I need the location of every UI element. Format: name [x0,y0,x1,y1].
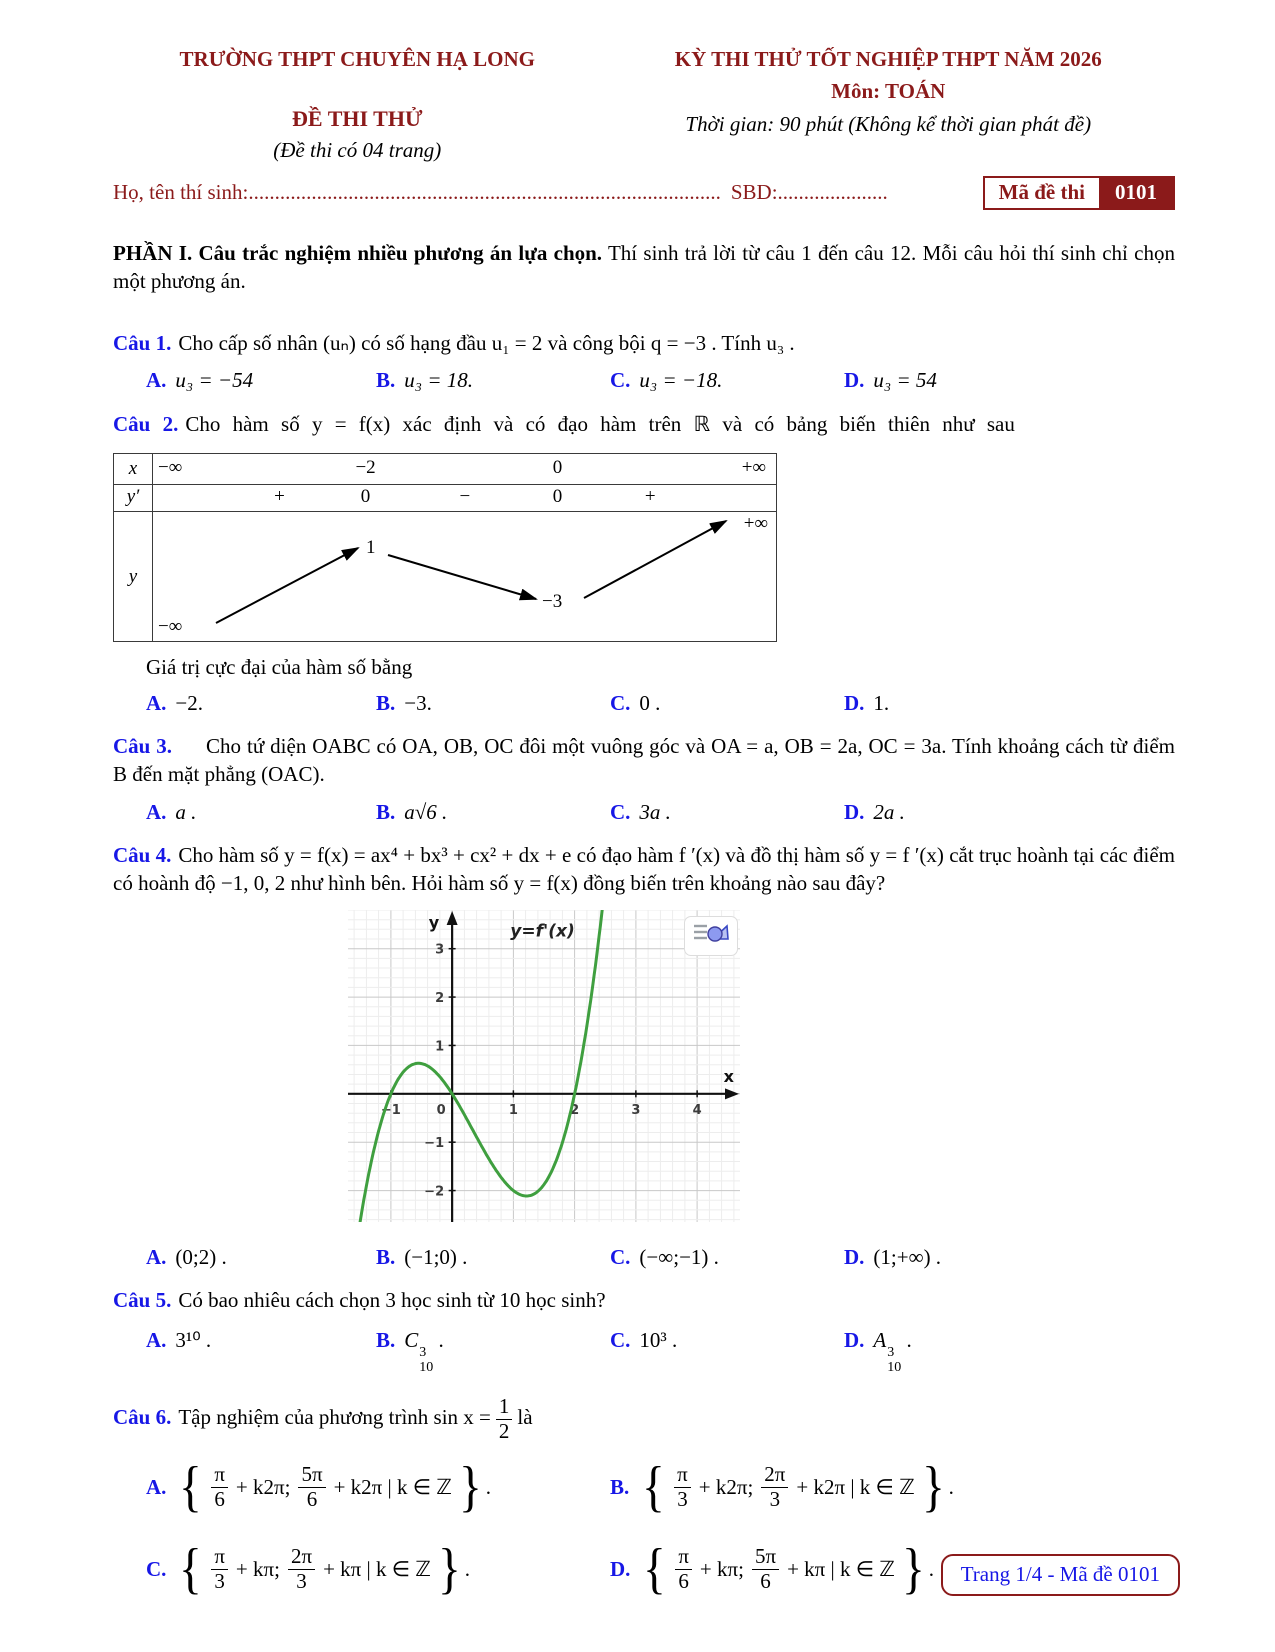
superscript: 3 [887,1344,895,1360]
stacked-scripts [887,1346,901,1375]
fraction-numerator: 2π [761,1463,788,1488]
bbt-y-min: −3 [542,590,563,612]
q1-option-d [844,367,1175,395]
option-text: a√6 . [404,799,448,824]
option-text: u₃ = 18. [404,368,473,393]
q3-option-c [610,799,844,827]
menu-lines-icon [694,926,707,938]
option-text: + kπ; [699,1556,744,1581]
bbt-arrow-up-1 [216,548,358,623]
option-letter: D. [610,1556,631,1581]
header-right-column [602,46,1175,164]
option-letter: D. [844,368,865,393]
exam-code-label: Mã đề thi [985,178,1099,208]
q5-option-b [376,1327,610,1375]
geogebra-style-icon [692,920,730,944]
question-5-options [113,1327,1175,1375]
fraction-denominator: 3 [214,1568,225,1593]
option-letter: A. [146,1244,167,1269]
option-letter: C. [610,799,631,824]
fraction-numerator: π [675,1545,692,1570]
close-brace: } [458,1456,482,1519]
option-text: a . [175,799,197,824]
svg-text:y: y [428,912,440,932]
option-tail: . [433,1327,444,1352]
candidate-name-dots: .......................................................................................... [248,180,721,205]
svg-text:2: 2 [570,1102,580,1118]
close-brace: } [921,1456,945,1519]
option-text: + kπ | k ∈ ℤ [787,1556,895,1581]
q3-option-a [146,799,376,827]
q6-option-b [610,1449,1175,1525]
svg-text:2: 2 [435,990,445,1006]
question-4-options [113,1244,1175,1272]
sbd-dots: ..................... [777,180,888,205]
fraction-denominator: 3 [677,1486,688,1511]
q2-option-b [376,690,610,718]
question-2-options [113,690,1175,718]
question-5-number: Câu 5. [113,1288,172,1313]
svg-text:x: x [723,1066,734,1086]
option-letter: B. [610,1474,630,1499]
fraction [298,1463,325,1511]
svg-text:−2: −2 [424,1184,445,1200]
option-text: 2a . [873,799,905,824]
fraction-denominator: 6 [214,1486,225,1511]
question-3 [113,733,1175,788]
subscript: 10 [419,1359,434,1375]
exam-code-box [983,176,1175,210]
option-tail: . [901,1327,912,1352]
exam-subject: Môn: TOÁN [831,78,946,103]
fraction-denominator: 3 [296,1568,307,1593]
part1-heading-bold: PHẦN I. Câu trắc nghiệm nhiều phương án lựa chọn. [113,241,603,266]
fraction-numerator: π [674,1463,691,1488]
fraction-numerator: π [211,1545,228,1570]
exam-header [113,46,1175,164]
q1-option-a [146,367,376,395]
derivative-graph-svg [348,910,740,1222]
option-tail: . [928,1556,935,1581]
bbt-arrow-down [388,555,536,599]
option-text: −3. [404,690,432,715]
bbt-yprime-label: y′ [126,485,140,507]
candidate-name-label: Họ, tên thí sinh: [113,180,249,205]
option-letter: C. [146,1556,167,1581]
question-3-options [113,799,1175,827]
bbt-x-value: 0 [552,456,563,478]
stacked-scripts [419,1346,433,1375]
q4-option-d [844,1244,1175,1272]
header-left-column [113,46,602,164]
exam-code-value: 0101 [1099,178,1173,208]
option-text: 3¹⁰ . [175,1327,212,1352]
q6-option-a [146,1449,610,1525]
bbt-x-row [114,454,776,485]
option-letter: C. [610,1244,631,1269]
bbt-yprime-sign: + [274,485,285,507]
part1-heading-rest: Thí sinh trả lời từ câu 1 đến câu 12. Mỗi câu hỏi thí sinh chỉ chọn một phương án. [113,241,1175,293]
bbt-x-value: +∞ [741,456,766,478]
svg-text:1: 1 [508,1102,518,1118]
option-text: (−1;0) . [404,1244,468,1269]
question-4-number: Câu 4. [113,843,172,868]
option-letter: D. [844,799,865,824]
option-tail: . [464,1556,471,1581]
question-2-stem: Cho hàm số y = f(x) xác định và có đạo hàm trên ℝ và có bảng biến thiên như sau [185,412,1015,437]
combination-base: C [404,1327,419,1352]
q1-option-b [376,367,610,395]
question-3-stem: Cho tứ diện OABC có OA, OB, OC đôi một vuông góc và OA = a, OB = 2a, OC = 3a. Tính khoảng cách từ điểm B đến mặt phẳng (OAC). [113,734,1175,786]
svg-text:−1: −1 [380,1102,401,1118]
question-1-number: Câu 1. [113,330,172,355]
pages-note: (Đề thi có 04 trang) [273,137,442,162]
option-text: −2. [175,690,204,715]
fraction [675,1545,692,1593]
fraction-denominator: 6 [678,1568,689,1593]
option-text: + k2π; [698,1474,754,1499]
fraction-denominator: 6 [760,1568,771,1593]
part1-heading [113,240,1175,295]
school-name: TRƯỜNG THPT CHUYÊN HẠ LONG [179,47,535,71]
close-brace: } [437,1538,461,1601]
question-6 [113,1395,1175,1443]
option-text: 0 . [639,690,661,715]
option-text: + k2π | k ∈ ℤ [796,1474,915,1499]
fraction [211,1463,228,1511]
svg-text:3: 3 [435,942,445,958]
fraction-numerator: 1 [496,1395,513,1420]
svg-text:−1: −1 [424,1135,445,1151]
bbt-x-value: −2 [355,456,376,478]
option-letter: B. [376,690,396,715]
q1-option-c [610,367,844,395]
option-text: + kπ | k ∈ ℤ [323,1556,431,1581]
option-letter: C. [610,690,631,715]
fraction [752,1545,779,1593]
subscript: 10 [887,1359,902,1375]
option-tail: . [485,1474,492,1499]
bbt-yprime-sign: − [459,485,471,507]
bbt-arrow-up-2 [584,521,726,598]
fraction-numerator: 2π [288,1545,315,1570]
bbt-x-label: x [128,457,138,479]
question-2-prompt: Giá trị cực đại của hàm số bằng [146,654,413,679]
bbt-y-end: +∞ [743,512,768,534]
geogebra-style-toolbar [684,916,738,956]
sbd-label: SBD: [730,180,778,205]
option-text: u₃ = −18. [639,368,723,393]
question-1-options [113,367,1175,395]
fraction-denominator: 3 [769,1486,781,1511]
option-tail: . [948,1474,954,1499]
circle-shape-icon [708,927,722,941]
bbt-arrows [152,511,776,641]
question-2-number: Câu 2. [113,412,179,437]
q2-option-d [844,690,1175,718]
option-letter: D. [844,690,865,715]
fraction-numerator: 5π [298,1463,325,1488]
question-1 [113,330,1175,358]
question-3-number: Câu 3. [113,734,173,759]
bbt-yprime-sign: 0 [360,485,371,507]
page-footer-label: Trang 1/4 - Mã đề 0101 [960,1562,1160,1587]
option-letter: B. [376,1244,396,1269]
option-letter: A. [146,690,167,715]
question-1-stem: Cho cấp số nhân (uₙ) có số hạng đầu u₁ = 2 và công bội q = −3 . Tính u₃ . [178,330,795,355]
option-letter: A. [146,799,167,824]
option-text: + k2π | k ∈ ℤ [333,1474,452,1499]
question-4-stem: Cho hàm số y = f(x) = ax⁴ + bx³ + cx² + dx + e có đạo hàm f ′(x) và đồ thị hàm số y = f ′(x) cắt trục hoành tại các điểm có hoành độ −1, 0, 2 như hình bên. Hỏi hàm số y = f(x) đồng biến trên khoảng nào sau đây? [113,843,1175,896]
option-text: u₃ = −54 [175,368,254,393]
q2-option-a [146,690,376,718]
q4-option-a [146,1244,376,1272]
option-letter: C. [610,1327,631,1352]
candidate-name-line [113,179,969,207]
option-text: (0;2) . [175,1244,227,1269]
fraction [496,1395,513,1443]
option-letter: C. [610,368,631,393]
candidate-info-row [113,176,1175,210]
bbt-y-max: 1 [366,536,376,558]
option-letter: A. [146,1474,167,1499]
fraction-denominator: 6 [306,1486,318,1511]
q4-option-b [376,1244,610,1272]
page-footer-box [941,1554,1180,1596]
bbt-y-label: y [128,565,138,587]
derivative-graph [348,910,740,1230]
question-6-options-row-1 [113,1449,1175,1525]
exam-name: KỲ THI THỬ TỐT NGHIỆP THPT NĂM 2026 [674,47,1102,71]
option-text: 10³ . [639,1327,678,1352]
option-text: (1;+∞) . [873,1244,942,1269]
fraction [211,1545,228,1593]
option-letter: D. [844,1327,865,1352]
open-brace: { [179,1456,203,1519]
q5-option-c [610,1327,844,1375]
fraction [288,1545,315,1593]
svg-text:3: 3 [631,1102,641,1118]
option-letter: D. [844,1244,865,1269]
question-4 [113,842,1175,897]
fraction-numerator: 5π [752,1545,779,1570]
open-brace: { [179,1538,203,1601]
fraction-denominator: 2 [498,1418,510,1443]
open-brace: { [642,1456,666,1519]
bbt-y-row [114,511,776,641]
bbt-x-value: −∞ [158,456,183,478]
question-6-number: Câu 6. [113,1405,172,1430]
option-text: (−∞;−1) . [639,1244,719,1269]
question-6-stem-before: Tập nghiệm của phương trình sin x = [178,1405,491,1430]
option-letter: A. [146,368,167,393]
variation-table [113,453,777,642]
superscript: 3 [419,1344,427,1360]
open-brace: { [643,1538,667,1601]
option-letter: B. [376,368,396,393]
option-text: + kπ; [235,1556,280,1581]
exam-duration: Thời gian: 90 phút (Không kể thời gian phát đề) [685,112,1092,137]
bbt-yprime-sign: + [644,485,656,507]
bbt-y-start: −∞ [158,615,183,637]
question-5 [113,1287,1175,1315]
option-text: 3a . [639,799,671,824]
q6-option-c [146,1531,610,1607]
option-text: 1. [873,690,890,715]
arrangement-base: A [873,1327,887,1352]
bbt-yprime-sign: 0 [552,485,563,507]
q5-option-d [844,1327,1175,1375]
option-letter: A. [146,1327,167,1352]
svg-text:4: 4 [692,1102,702,1118]
svg-text:0: 0 [436,1102,446,1118]
question-2 [113,411,1175,439]
svg-text:1: 1 [435,1039,445,1055]
q3-option-b [376,799,610,827]
fraction-numerator: π [211,1463,228,1488]
bbt-yprime-row [114,484,776,512]
paper-type: ĐỀ THI THỬ [292,105,423,131]
fraction [674,1463,691,1511]
q2-option-c [610,690,844,718]
option-text: + k2π; [235,1474,291,1499]
q4-option-c [610,1244,844,1272]
option-text: u₃ = 54 [873,368,937,393]
question-6-stem-after: là [517,1405,533,1430]
q5-option-a [146,1327,376,1375]
option-letter: B. [376,1327,396,1352]
close-brace: } [901,1538,925,1601]
option-letter: B. [376,799,396,824]
question-5-stem: Có bao nhiêu cách chọn 3 học sinh từ 10 học sinh? [178,1288,606,1313]
fraction [761,1463,788,1511]
svg-text:y=f'(x): y=f'(x) [510,921,575,942]
q3-option-d [844,799,1175,827]
